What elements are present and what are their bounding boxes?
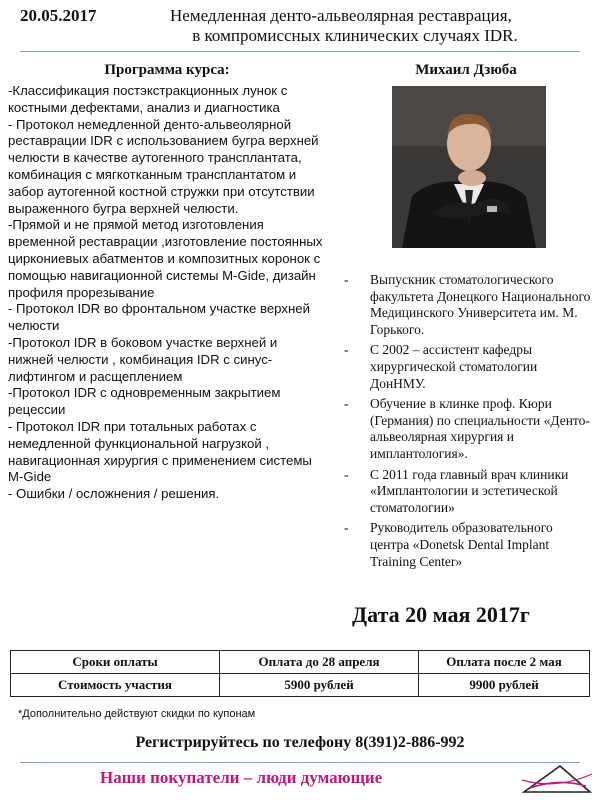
lecturer-section	[340, 62, 592, 569]
pricing-header-early: Оплата до 28 апреля	[220, 651, 419, 674]
bio-bullet: -	[344, 342, 349, 358]
program-list	[8, 83, 326, 503]
course-title-line-2: в компромиссных клинических случаях IDR.	[192, 26, 518, 45]
pricing-header-terms: Сроки оплаты	[11, 651, 220, 674]
program-item: - Ошибки / осложнения / решения.	[8, 486, 220, 502]
program-item: -Протокол IDR в боковом участке верхней и нижней челюсти , комбинация IDR с синус-лифтингом и расщеплением	[8, 334, 278, 384]
lecturer-bio	[340, 272, 592, 574]
bio-text: Руководитель образовательного центра «Donetsk Dental Implant Training Center»	[370, 520, 553, 569]
course-date: 20.05.2017	[20, 6, 97, 25]
program-item: - Протокол немедленной денто-альвеолярной реставрации IDR с использованием бугра верхней челюсти в качестве аутогенного трансплантата, комбинация с мягкотканным трансплантатом и забор аутогенной костной стружки при отсутствии выраженного бугра верхней челюсти.	[8, 116, 319, 216]
price-early: 5900 рублей	[220, 674, 419, 697]
bio-item	[340, 467, 592, 517]
bio-item	[340, 342, 592, 392]
bio-text: Выпускник стоматологического факультета Донецкого Национального Медицинского Университета им. М. Горького.	[370, 272, 591, 337]
discount-note: *Дополнительно действуют скидки по купонам	[18, 708, 256, 720]
bio-bullet: -	[344, 466, 349, 482]
lecturer-name: Михаил Дзюба	[415, 62, 517, 78]
program-item: - Протокол IDR во фронтальном участке верхней челюсти	[8, 301, 310, 334]
program-item: - Протокол IDR при тотальных работах с немедленной функциональной нагрузкой , навигационная хирургия с применением системы M-Gide	[8, 418, 312, 485]
pricing-header-late: Оплата после 2 мая	[419, 651, 590, 674]
program-item: -Прямой и не прямой метод изготовления временной реставрации ,изготовление постоянных циркониевых абатментов и композитных коронок с помощью навигационной системы M-Gide, дизайн профиля прорезывание	[8, 217, 323, 300]
header-divider	[20, 51, 580, 52]
pricing-row-label: Стоимость участия	[11, 674, 220, 697]
company-logo-icon	[520, 760, 594, 796]
registration-phone: Регистрируйтесь по телефону 8(391)2-886-992	[135, 734, 465, 751]
program-section	[8, 62, 326, 503]
bio-bullet: -	[344, 272, 349, 287]
bio-item	[340, 272, 592, 338]
pricing-table	[10, 650, 590, 697]
bio-bullet: -	[344, 520, 349, 536]
header	[0, 0, 600, 52]
bio-item	[340, 520, 592, 570]
program-item: -Протокол IDR с одновременным закрытием рецессии	[8, 385, 281, 418]
event-date: Дата 20 мая 2017г	[352, 602, 530, 627]
program-item: -Классификация постэкстракционных лунок с костными дефектами, анализ и диагностика	[8, 83, 288, 115]
lecturer-photo	[392, 86, 546, 248]
bio-item	[340, 396, 592, 462]
program-heading: Программа курса:	[104, 62, 230, 78]
course-title-line-1: Немедленная денто-альвеолярная реставрация,	[170, 6, 512, 25]
lecturer-photo-image	[392, 86, 546, 248]
bio-text: С 2002 – ассистент кафедры хирургической стоматологии ДонНМУ.	[370, 342, 538, 391]
pricing-header-row	[11, 651, 590, 674]
slogan: Наши покупатели – люди думающие	[100, 768, 383, 787]
bio-text: Обучение в клинке проф. Кюри (Германия) по специальности «Денто-альвеолярная хирургия и имплантология».	[370, 396, 590, 461]
pricing-price-row	[11, 674, 590, 697]
footer-divider	[20, 762, 580, 763]
price-late: 9900 рублей	[419, 674, 590, 697]
course-title	[170, 6, 590, 46]
bio-bullet: -	[344, 396, 349, 412]
bio-text: С 2011 года главный врач клиники «Имплантологии и эстетической стоматологии»	[370, 466, 569, 515]
